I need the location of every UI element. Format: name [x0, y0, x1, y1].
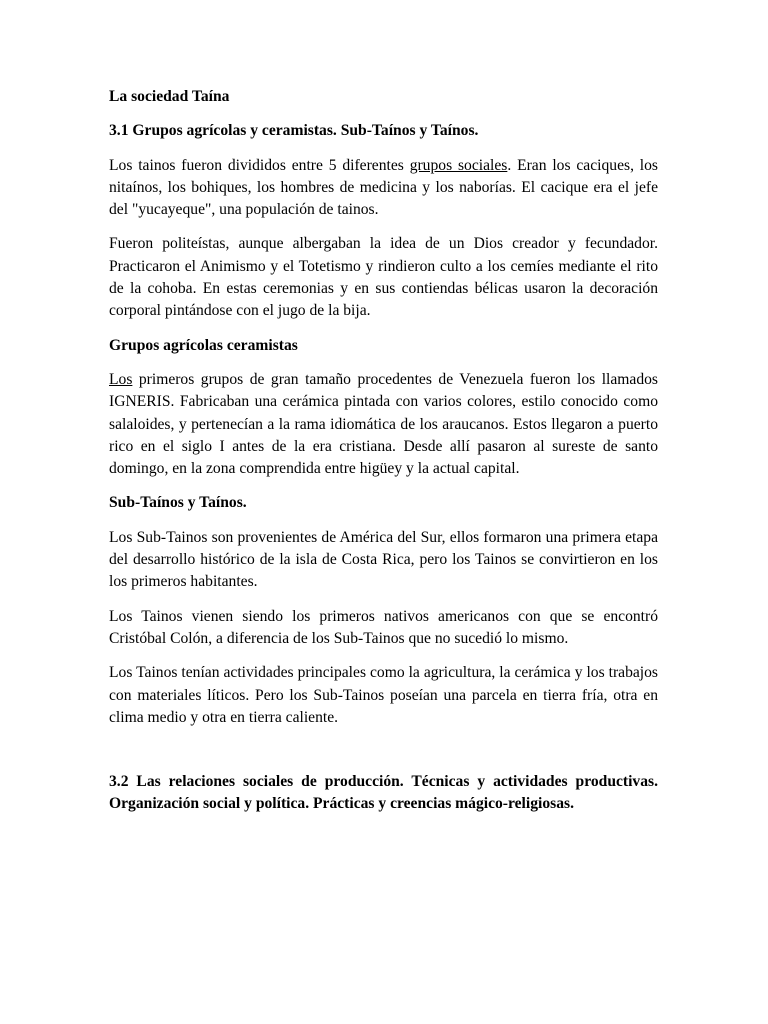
paragraph-text: . Eran los caciques, los nitaínos, los bohiques, los hombres de medicina y los naborías. El cacique era el jefe del "yucayeque", una populación de tainos.: [109, 156, 658, 219]
document-title: La sociedad Taína: [109, 88, 230, 105]
document-page: [109, 86, 658, 828]
paragraph-grupos-sociales: [109, 155, 658, 222]
paragraph-text: primeros grupos de gran tamaño procedentes de Venezuela fueron los llamados IGNERIS. Fabricaban una cerámica pintada con varios colores, estilo conocido como salaloides, y pertenecían a la rama idiomática de los araucanos. Estos llegaron a puerto rico en el siglo I antes de la era cristiana. Desde allí pasaron al sureste de santo domingo, en la zona comprendida entre higüey y la actual capital.: [109, 370, 658, 478]
spacer: [109, 741, 658, 771]
subheading-subtainos: Sub-Taínos y Taínos.: [109, 494, 247, 512]
paragraph-tainos-actividades: Los Tainos tenían actividades principales como la agricultura, la cerámica y los trabajos con materiales líticos. Pero los Sub-Tainos poseían una parcela en tierra fría, otra en clima medio y otra en tierra caliente.: [109, 664, 658, 726]
paragraph-igneris: [109, 369, 658, 480]
section-heading-3-1: 3.1 Grupos agrícolas y ceramistas. Sub-Taínos y Taínos.: [109, 122, 479, 140]
section-heading-3-2: 3.2 Las relaciones sociales de producción. Técnicas y actividades productivas. Organización social y política. Prácticas y creencias mágico-religiosas.: [109, 773, 658, 813]
subheading-grupos-ceramistas: Grupos agrícolas ceramistas: [109, 336, 298, 354]
paragraph-politeistas: Fueron politeístas, aunque albergaban la idea de un Dios creador y fecundador. Practicaron el Animismo y el Totetismo y rindieron culto a los cemíes mediante el rito de la cohoba. En estas ceremonias y en sus contiendas bélicas usaron la decoración corporal pintándose con el jugo de la bija.: [109, 235, 658, 320]
paragraph-text: Los tainos fueron divididos entre 5 diferentes: [109, 156, 410, 174]
paragraph-tainos-colon: Los Tainos vienen siendo los primeros nativos americanos con que se encontró Cristóbal Colón, a diferencia de los Sub-Tainos que no sucedió lo mismo.: [109, 607, 658, 647]
paragraph-subtainos-origen: Los Sub-Tainos son provenientes de América del Sur, ellos formaron una primera etapa del desarrollo histórico de la isla de Costa Rica, pero los Tainos se convirtieron en los los primeros habitantes.: [109, 528, 658, 591]
los-link[interactable]: Los: [109, 370, 133, 388]
grupos-sociales-link[interactable]: grupos sociales: [409, 156, 508, 174]
